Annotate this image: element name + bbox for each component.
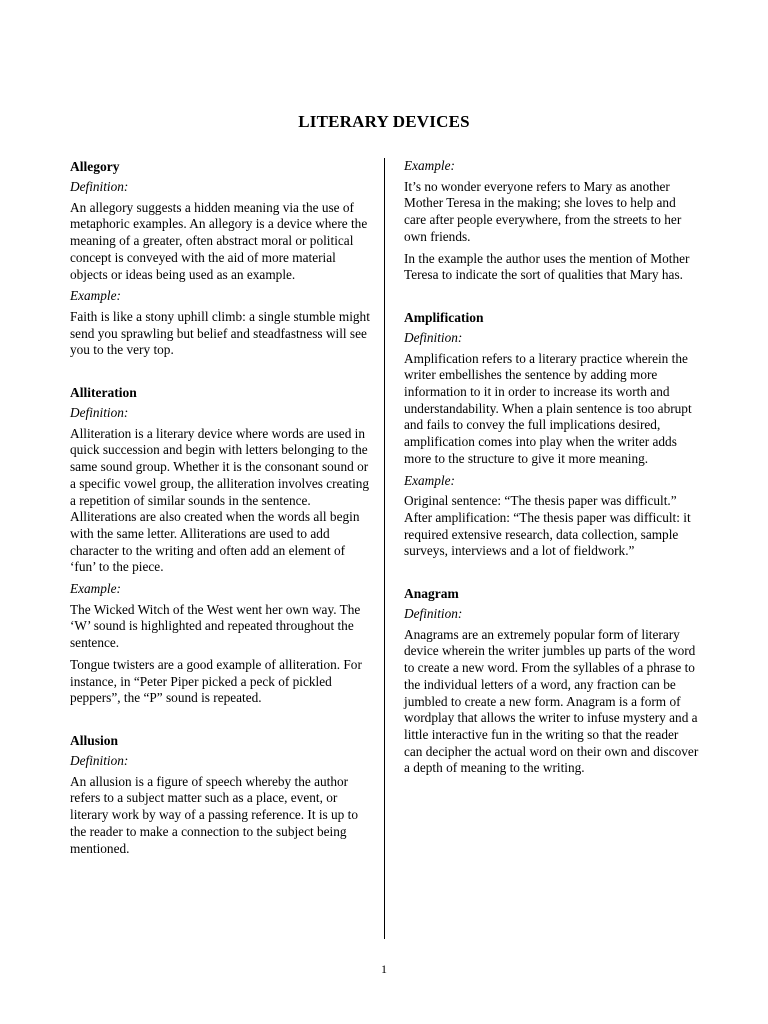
definition-label: Definition: bbox=[404, 329, 463, 345]
definition-label: Definition: bbox=[404, 606, 463, 622]
definition-label: Definition: bbox=[70, 405, 129, 421]
term-heading: Allusion bbox=[70, 732, 119, 748]
example-label: Example: bbox=[70, 581, 121, 597]
page-title: LITERARY DEVICES bbox=[298, 112, 470, 131]
example-text: It’s no wonder everyone refers to Mary as another Mother Teresa in the making; she loves to help and care after people everywhere, from the streets to her own friends. bbox=[404, 178, 682, 244]
section-allusion bbox=[70, 732, 370, 857]
section-alliteration bbox=[70, 384, 370, 707]
example-text: The Wicked Witch of the West went her own way. The ‘W’ sound is highlighted and repeated throughout the sentence. bbox=[70, 601, 361, 651]
definition-text: Anagrams are an extremely popular form of literary device wherein the writer jumbles up parts of the word to create a new word. From the syllables of a phrase to the individual letters of a word, any fraction can be jumbled to create a new form. Anagram is a form of wordplay that allows the writer to infuse mystery and a little interactive fun in the writing so that the reader can decipher the actual word on their own and discover a depth of meaning to the writing. bbox=[404, 626, 699, 776]
definition-text: Amplification refers to a literary practice wherein the writer embellishes the sentence by adding more information to it in order to increase its worth and understandability. When a plain sentence is too abrupt and fails to convey the full implications desired, amplification comes into play when the writer adds more to the structure to give it more meaning. bbox=[404, 350, 692, 466]
definition-label: Definition: bbox=[70, 752, 129, 768]
term-heading: Alliteration bbox=[70, 385, 137, 401]
example-text: Tongue twisters are a good example of alliteration. For instance, in “Peter Piper picked a peck of pickled peppers”, the “P” sound is repeated. bbox=[70, 656, 362, 706]
example-label: Example: bbox=[404, 472, 455, 488]
example-text: Faith is like a stony uphill climb: a single stumble might send you sprawling but belief and steadfastness will see you to the very top. bbox=[70, 308, 370, 358]
page-number: 1 bbox=[381, 962, 387, 976]
term-heading: Anagram bbox=[404, 586, 459, 602]
term-heading: Amplification bbox=[404, 309, 484, 325]
definition-label: Definition: bbox=[70, 179, 129, 194]
example-label: Example: bbox=[70, 288, 121, 304]
section-anagram bbox=[404, 585, 700, 777]
example-text: Original sentence: “The thesis paper was difficult.” After amplification: “The thesis paper was difficult: it required extensive research, data collection, sample surveys, interviews and a lot of fieldwork.” bbox=[404, 493, 691, 559]
left-column bbox=[70, 158, 370, 882]
section-allegory bbox=[70, 158, 370, 359]
section-allusion-continued bbox=[404, 158, 700, 284]
right-column bbox=[404, 158, 700, 802]
definition-text: Alliteration is a literary device where words are used in quick succession and begin with letters belonging to the same sound group. Whether it is the consonant sound or a specific vowel group, the alliteration involves creating a repetition of similar sounds in the sentence. Alliterations are also created when the words all begin with the same letter. Alliterations are used to add character to the writing and often add an element of ‘fun’ to the piece. bbox=[70, 425, 370, 575]
definition-text: An allegory suggests a hidden meaning via the use of metaphoric examples. An allegory is a device where the meaning of a greater, often abstract moral or political concept is conveyed with the aid of more material objects or ideas being used as an example. bbox=[70, 199, 368, 282]
term-heading: Allegory bbox=[70, 159, 120, 174]
example-label: Example: bbox=[404, 158, 455, 173]
section-amplification bbox=[404, 309, 700, 560]
example-text: In the example the author uses the mention of Mother Teresa to indicate the sort of qualities that Mary has. bbox=[404, 250, 690, 283]
definition-text: An allusion is a figure of speech whereby the author refers to a subject matter such as a place, event, or literary work by way of a passing reference. It is up to the reader to make a connection to the subject being mentioned. bbox=[70, 773, 358, 856]
column-divider bbox=[384, 158, 385, 939]
